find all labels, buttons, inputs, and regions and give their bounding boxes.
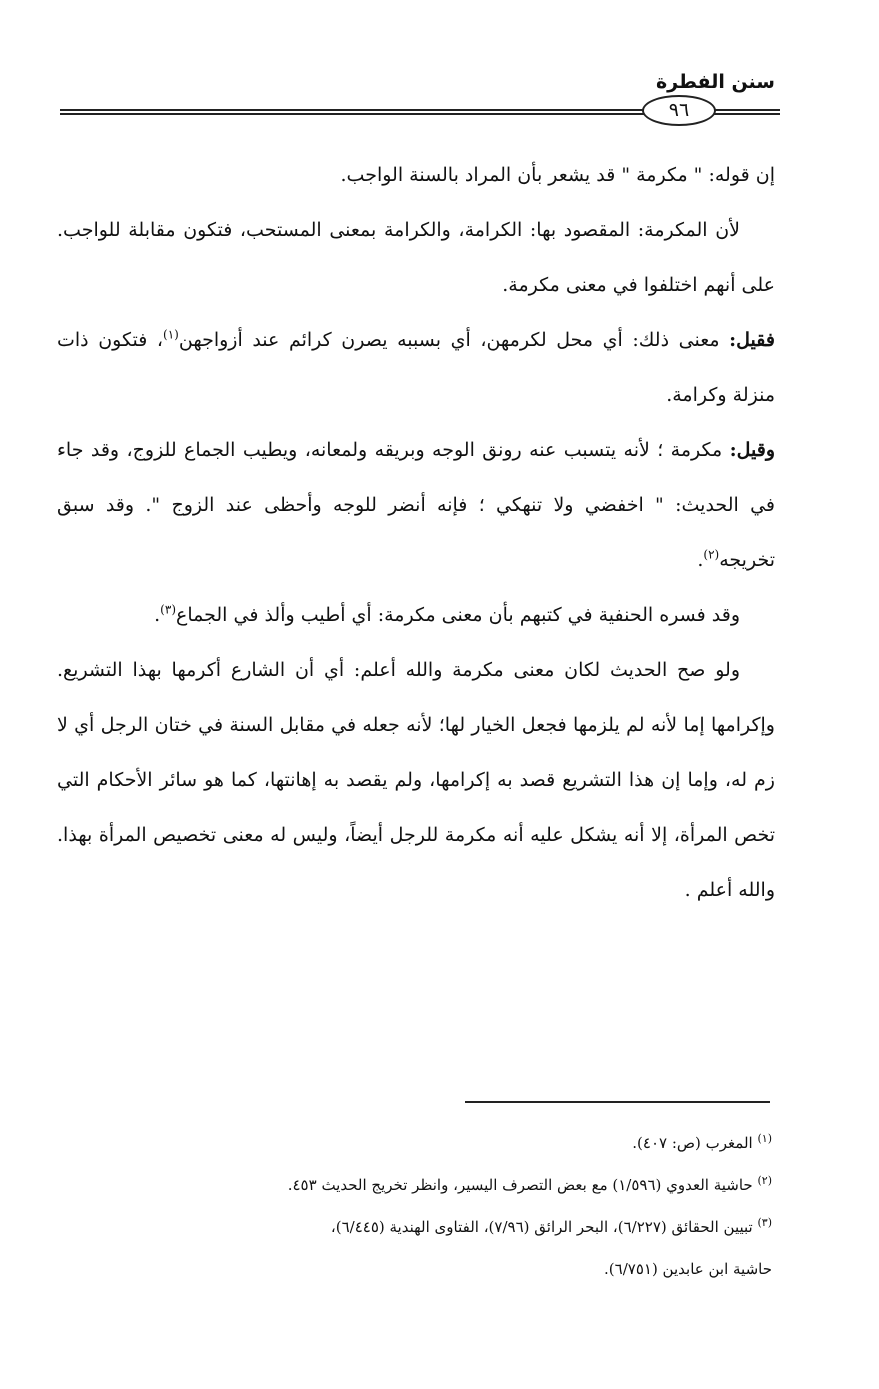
footnote-1-mark: (١) (757, 1132, 772, 1145)
page-number: ٩٦ (642, 95, 716, 126)
running-title: سنن الفطرة (655, 71, 775, 93)
paragraph-4 (57, 423, 775, 588)
footnote-ref-3[interactable]: (٣) (160, 602, 176, 617)
paragraph-5 (57, 588, 775, 643)
footnote-3-mark: (٣) (757, 1216, 772, 1229)
paragraph-3-end: ، فتكون ذات منزلة وكرامة. (57, 329, 775, 406)
paragraph-5-end: . (154, 604, 161, 626)
footnote-2 (50, 1164, 772, 1206)
footnote-2-text: حاشية العدوي (١/٥٩٦) مع بعض التصرف اليسير، وانظر تخريج الحديث ٤٥٣. (287, 1176, 753, 1194)
footnote-1 (50, 1122, 772, 1164)
paragraph-1: إن قوله: " مكرمة " قد يشعر بأن المراد بالسنة الواجب. (340, 164, 775, 186)
footnote-3-continuation: حاشية ابن عابدين (٦/٧٥١). (604, 1260, 772, 1278)
main-text (57, 148, 775, 918)
paragraph-3 (57, 313, 775, 423)
paragraph-2: لأن المكرمة: المقصود بها: الكرامة، والكرامة بمعنى المستحب، فتكون مقابلة للواجب. على أنهم اختلفوا في معنى مكرمة. (57, 219, 775, 296)
footnote-3-text: تبيين الحقائق (٦/٢٢٧)، البحر الرائق (٧/٩٦)، الفتاوى الهندية (٦/٤٤٥)، (330, 1218, 753, 1236)
paragraph-6: ولو صح الحديث لكان معنى مكرمة والله أعلم: أي أن الشارع أكرمها بهذا التشريع. وإكرامها إما لأنه لم يلزمها فجعل الخيار لها؛ لأنه جعله في مقابل السنة في ختان الرجل أي لا زم له، وإما إن هذا التشريع قصد به إكرامها، ولم يقصد به إهانتها، كما هو سائر الأحكام التي تخص المرأة، إلا أنه يشكل عليه أنه مكرمة للرجل أيضاً، وليس له معنى تخصيص المرأة بهذا. والله أعلم . (57, 659, 775, 901)
footnote-3 (50, 1206, 772, 1248)
paragraph-4-end: . (697, 549, 704, 571)
paragraph-3-text: معنى ذلك: أي محل لكرمهن، أي بسببه يصرن كرائم عند أزواجهن (178, 329, 730, 351)
footnote-2-mark: (٢) (757, 1174, 772, 1187)
footnotes (50, 1122, 772, 1290)
paragraph-3-lead: فقيل: (729, 329, 775, 351)
footnote-ref-2[interactable]: (٢) (703, 547, 720, 562)
paragraph-5-text: وقد فسره الحنفية في كتبهم بأن معنى مكرمة: أي أطيب وألذ في الجماع (176, 604, 740, 626)
footnote-separator (465, 1101, 770, 1103)
paragraph-4-text: مكرمة ؛ لأنه يتسبب عنه رونق الوجه وبريقه ولمعانه، ويطيب الجماع للزوج، وقد جاء في الحديث: " اخفضي ولا تنهكي ؛ فإنه أنضر للوجه وأحظى عند الزوج ". وقد سبق تخريجه (57, 439, 775, 571)
paragraph-4-lead: وقيل: (729, 439, 775, 461)
footnote-ref-1[interactable]: (١) (163, 327, 179, 342)
footnote-1-text: المغرب (ص: ٤٠٧). (632, 1134, 753, 1152)
